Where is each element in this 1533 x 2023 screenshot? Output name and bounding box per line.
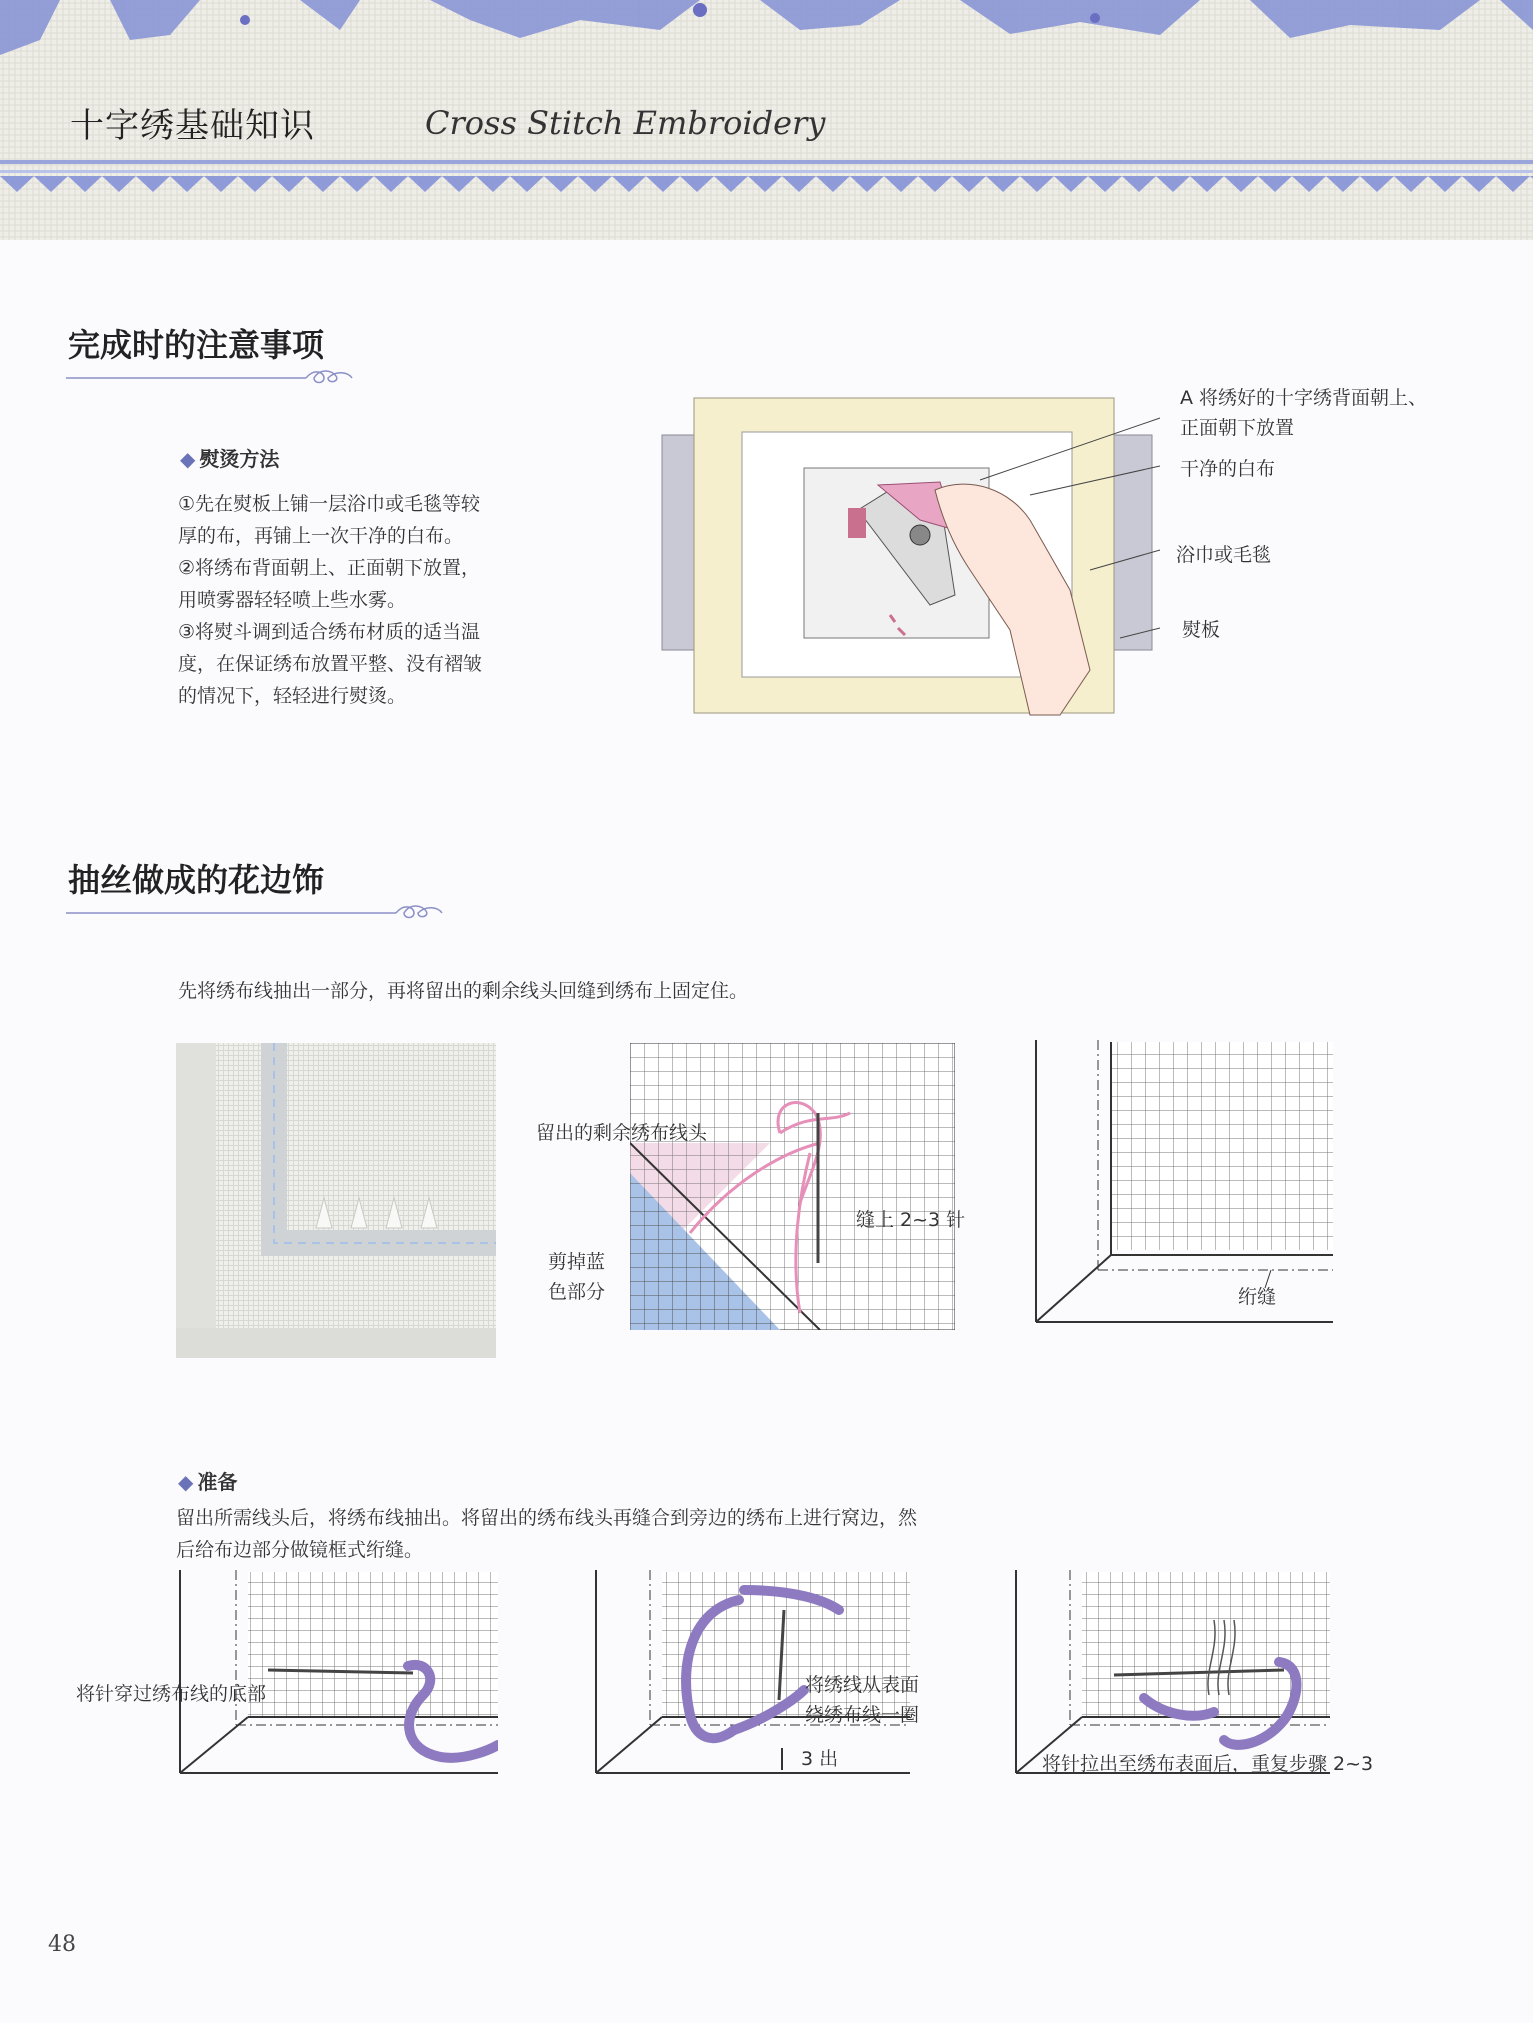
step3-label: 将针拉出至绣布表面后，重复步骤 2~3	[1042, 1753, 1374, 1775]
diamond-bullet-icon: ◆	[178, 1470, 194, 1494]
label-a	[1180, 383, 1427, 443]
section-title-drawn-thread: 抽丝做成的花边饰	[68, 861, 325, 899]
ironing-steps	[178, 488, 558, 712]
header-title-cn: 十字绣基础知识	[70, 106, 315, 146]
step1-diagram	[178, 1570, 498, 1775]
page-number: 48	[48, 1932, 76, 1957]
step-line: 度，在保证绣布放置平整、没有褶皱	[178, 653, 483, 675]
title-underline-ornament	[66, 903, 466, 919]
step2-label	[805, 1670, 919, 1730]
header-title-en: Cross Stitch Embroidery	[425, 104, 826, 142]
step2-label-line2: 绕绣布线一圈	[805, 1704, 920, 1726]
hem-corner-diagram	[1033, 1040, 1333, 1330]
subhead-ironing: ◆ 熨烫方法	[180, 447, 280, 471]
step2-label-line1: 将绣线从表面	[805, 1674, 920, 1696]
label-sew: 缝上 2~3 针	[856, 1209, 966, 1231]
step-line: ③将熨斗调到适合绣布材质的适当温	[178, 621, 481, 643]
step1-label: 将针穿过绣布线的底部	[76, 1683, 267, 1705]
label-cut-line2: 色部分	[548, 1281, 606, 1303]
hemstitch-photo	[176, 1043, 496, 1358]
diamond-bullet-icon: ◆	[180, 447, 196, 471]
step-line: ②将绣布背面朝上、正面朝下放置，	[178, 557, 481, 579]
step-line: 的情况下，轻轻进行熨烫。	[178, 685, 407, 707]
prep-line: 留出所需线头后，将绣布线抽出。将留出的绣布线头再缝合到旁边的绣布上进行窝边，然	[176, 1507, 918, 1529]
label-hem: 绗缝	[1238, 1286, 1277, 1308]
prep-text	[176, 1502, 1156, 1566]
title-underline-ornament	[66, 368, 366, 384]
section-title-finishing: 完成时的注意事项	[68, 326, 325, 364]
label-white-cloth: 干净的白布	[1180, 458, 1276, 480]
ironing-illustration	[650, 390, 1170, 720]
leftover-thread-diagram	[630, 1043, 955, 1330]
prep-line: 后给布边部分做镜框式绗缝。	[176, 1539, 424, 1561]
label-a-line1: A 将绣好的十字绣背面朝上、	[1180, 387, 1428, 409]
label-cut-line1: 剪掉蓝	[548, 1251, 606, 1273]
label-a-line2: 正面朝下放置	[1180, 417, 1295, 439]
drawn-thread-intro: 先将绣布线抽出一部分，再将留出的剩余线头回缝到绣布上固定住。	[178, 980, 749, 1002]
label-towel: 浴巾或毛毯	[1176, 544, 1272, 566]
subhead-prep: ◆ 准备	[178, 1470, 238, 1494]
step-line: 用喷雾器轻轻喷上些水雾。	[178, 589, 407, 611]
step2-out-label: 3 出	[801, 1748, 839, 1770]
step-line: ①先在熨板上铺一层浴巾或毛毯等较	[178, 493, 481, 515]
label-board: 熨板	[1182, 619, 1221, 641]
label-leftover: 留出的剩余绣布线头	[536, 1122, 708, 1144]
step-line: 厚的布，再铺上一次干净的白布。	[178, 525, 464, 547]
step3-diagram	[1014, 1570, 1330, 1775]
label-cut	[548, 1247, 605, 1307]
